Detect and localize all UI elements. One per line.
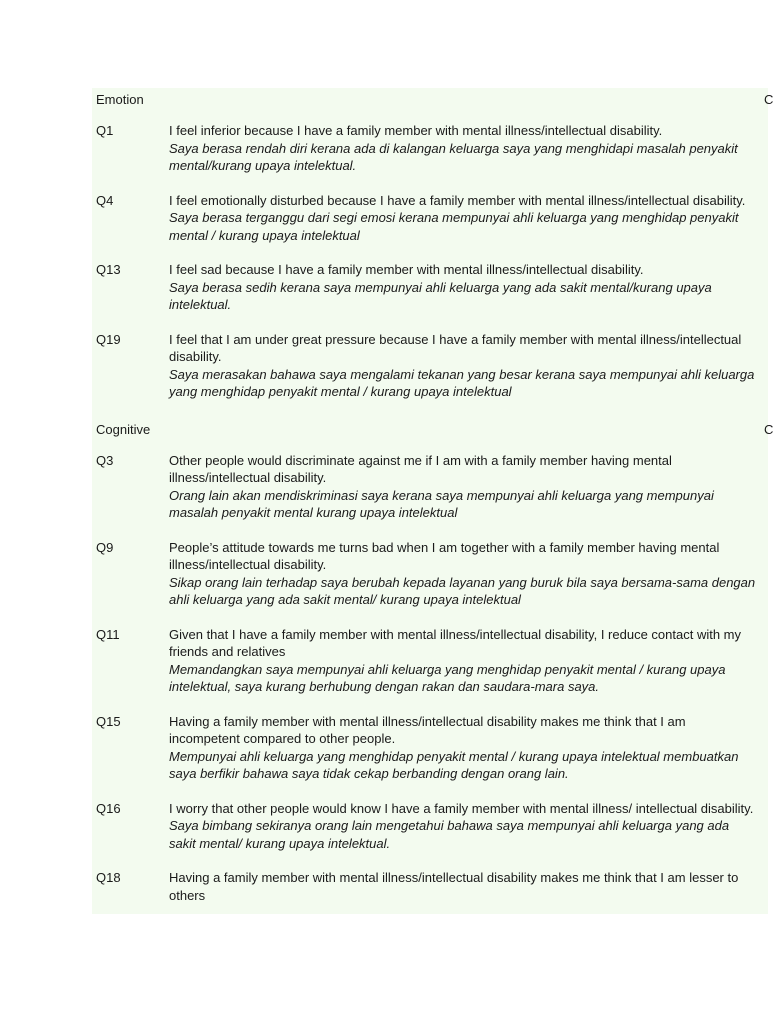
question-english: I feel inferior because I have a family member with mental illness/intellectual disability. [169,123,663,138]
question-english: I worry that other people would know I have a family member with mental illness/ intellectual disability. [169,800,754,816]
question-id: Q15 [96,713,121,729]
question-malay: Memandangkan saya mempunyai ahli keluarga yang menghidap penyakit mental / kurang upaya intelektual, saya kurang berhubung dengan rakan dan saudara-mara saya. [169,661,726,694]
question-text [169,261,768,314]
question-malay: Saya berasa sedih kerana saya mempunyai ahli keluarga yang ada sakit mental/kurang upaya intelektual. [169,279,712,312]
question-id: Q16 [96,800,121,816]
question-english: Having a family member with mental illness/intellectual disability makes me think that I am lesser to others [169,870,739,903]
question-text [169,331,768,401]
question-malay: Orang lain akan mendiskriminasi saya kerana saya mempunyai ahli keluarga yang mempunyai masalah penyakit mental kurang upaya intelektual [169,487,714,520]
question-malay: Saya berasa terganggu dari segi emosi kerana mempunyai ahli keluarga yang menghidap penyakit mental / kurang upaya intelektual [169,210,739,243]
question-english: People’s attitude towards me turns bad when I am together with a family member having mental illness/intellectual disability. [169,539,720,572]
question-text [169,192,768,245]
table-row [92,869,768,914]
question-id: Q13 [96,262,121,277]
section-label: Cognitive [96,421,151,437]
question-text [169,626,768,696]
question-malay: Sikap orang lain terhadap saya berubah kepada layanan yang buruk bila saya bersama-sama dengan ahli keluarga yang ada sakit mental/ kurang upaya intelektual [169,574,756,607]
section-header-emotion [92,88,773,112]
question-id: Q3 [96,452,114,468]
question-english: Having a family member with mental illness/intellectual disability makes me think that I am incompetent compared to other people. [169,713,686,746]
question-id: Q1 [96,123,114,138]
question-id: Q9 [96,539,114,555]
table-row [92,539,768,626]
table-row [92,713,768,800]
section-right-label: C [764,421,773,437]
question-text [169,713,768,783]
question-id: Q19 [96,331,121,347]
table-row [92,261,768,331]
question-malay: Mempunyai ahli keluarga yang menghidap penyakit mental / kurang upaya intelektual membuatkan saya berfikir bahawa saya tidak cekap berbanding dengan orang lain. [169,748,739,781]
table-row [92,192,768,262]
question-id: Q18 [96,870,121,885]
table-row [92,800,768,870]
question-english: I feel emotionally disturbed because I have a family member with mental illness/intellectual disability. [169,192,746,208]
question-english: I feel sad because I have a family member with mental illness/intellectual disability. [169,262,644,277]
question-malay: Saya merasakan bahawa saya mengalami tekanan yang besar kerana saya mempunyai ahli keluarga yang menghidap penyakit mental / kurang upaya intelektual [169,366,755,399]
question-text [169,800,768,853]
table-row [92,626,768,713]
question-id: Q4 [96,192,114,208]
question-malay: Saya bimbang sekiranya orang lain mengetahui bahawa saya mempunyai ahli keluarga yang ada sakit mental/ kurang upaya intelektual. [169,818,730,851]
questionnaire-table [92,88,773,914]
section-right-label: C [764,92,773,107]
question-text [169,452,768,522]
question-text [169,869,768,904]
section-label: Emotion [96,92,144,107]
table-row [92,331,768,418]
question-text [169,122,768,175]
question-english: Given that I have a family member with mental illness/intellectual disability, I reduce contact with my friends and relatives [169,626,741,659]
question-malay: Saya berasa rendah diri kerana ada di kalangan keluarga saya yang menghidapi masalah penyakit mental/kurang upaya intelektual. [169,140,738,173]
question-english: I feel that I am under great pressure because I have a family member with mental illness/intellectual disability. [169,331,742,364]
section-header-cognitive [92,418,773,442]
table-row [92,122,768,192]
question-english: Other people would discriminate against me if I am with a family member having mental illness/intellectual disability. [169,452,672,485]
table-row [92,452,768,539]
question-id: Q11 [96,626,120,642]
question-text [169,539,768,609]
